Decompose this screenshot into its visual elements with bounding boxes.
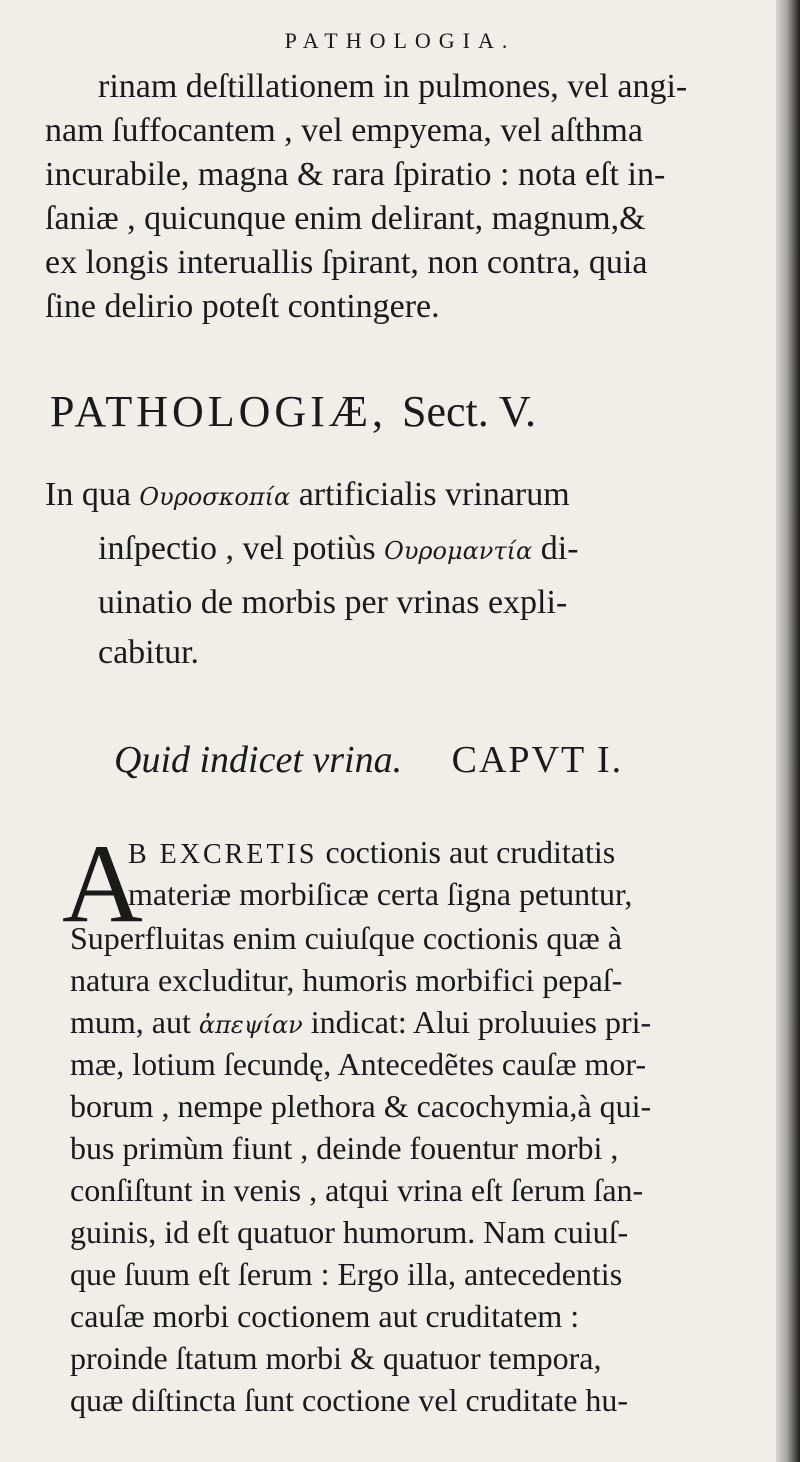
text-line: ex longis interuallis ſpirant, non contra, quia	[45, 244, 648, 281]
text-line	[70, 1006, 651, 1038]
text-line: ſaniæ , quicunque enim delirant, magnum,&	[45, 200, 646, 237]
subtitle-line	[45, 478, 570, 512]
drop-cap: A	[62, 822, 143, 946]
section-title-suffix: Sect. V.	[401, 387, 537, 436]
text-line	[128, 836, 615, 869]
page-edge-shadow	[776, 0, 800, 1462]
text-line: ſine delirio poteſt contingere.	[45, 288, 440, 325]
section-title	[50, 386, 536, 437]
chapter-title: Quid indicet vrina.	[114, 739, 403, 781]
text-line: que ſuum eſt ſerum : Ergo illa, antecedentis	[70, 1256, 623, 1292]
subtitle-line: cabitur.	[98, 634, 200, 671]
text-line: natura excluditur, humoris morbifici pepaſ-	[70, 962, 623, 998]
greek-word: ἀπεψίαν	[198, 1011, 303, 1039]
text-line: quæ diſtincta ſunt coctione vel cruditate hu-	[70, 1382, 629, 1418]
text-line: mæ, lotium ſecundę, Antecedẽtes cauſæ mor-	[70, 1046, 647, 1082]
greek-word: Ουροσκοπία	[139, 483, 291, 511]
subtitle-text: artificialis vrinarum	[298, 476, 570, 513]
text-line: Superfluitas enim cuiuſque coctionis quæ à	[70, 920, 622, 956]
text-line: proinde ſtatum morbi & quatuor tempora,	[70, 1340, 602, 1376]
text-line: borum , nempe plethora & cacochymia,à qui-	[70, 1088, 652, 1124]
subtitle-line	[98, 532, 579, 566]
greek-word: Ουρομαντία	[384, 537, 533, 565]
subtitle-text: di-	[540, 530, 579, 567]
subtitle-text: In qua	[45, 476, 131, 513]
small-caps-text: B EXCRETIS	[128, 839, 318, 870]
text-span: coctionis aut cruditatis	[325, 834, 616, 870]
text-line: bus primùm fiunt , deinde fouentur morbi ,	[70, 1130, 619, 1166]
text-line: rinam deſtillationem in pulmones, vel angi-	[98, 68, 688, 105]
text-span: indicat: Alui proluuies pri-	[310, 1004, 652, 1040]
section-title-main: PATHOLOGIÆ,	[50, 387, 387, 436]
text-line: conſiſtunt in venis , atqui vrina eſt ſerum ſan-	[70, 1172, 644, 1208]
text-line: incurabile, magna & rara ſpiratio : nota eſt in-	[45, 156, 666, 193]
text-span: mum, aut	[70, 1004, 191, 1040]
running-head: PATHOLOGIA.	[284, 28, 516, 53]
text-line: materiæ morbiſicæ certa ſigna petuntur,	[128, 876, 633, 912]
chapter-number: CAPVT I.	[451, 739, 624, 781]
subtitle-text: inſpectio , vel potiùs	[98, 530, 376, 567]
subtitle-line: uinatio de morbis per vrinas expli-	[98, 584, 568, 621]
text-line: nam ſuffocantem , vel empyema, vel aſthma	[45, 112, 643, 149]
text-line: cauſæ morbi coctionem aut cruditatem :	[70, 1298, 580, 1334]
chapter-heading	[114, 738, 623, 782]
text-line: guinis, id eſt quatuor humorum. Nam cuiuſ-	[70, 1214, 629, 1250]
